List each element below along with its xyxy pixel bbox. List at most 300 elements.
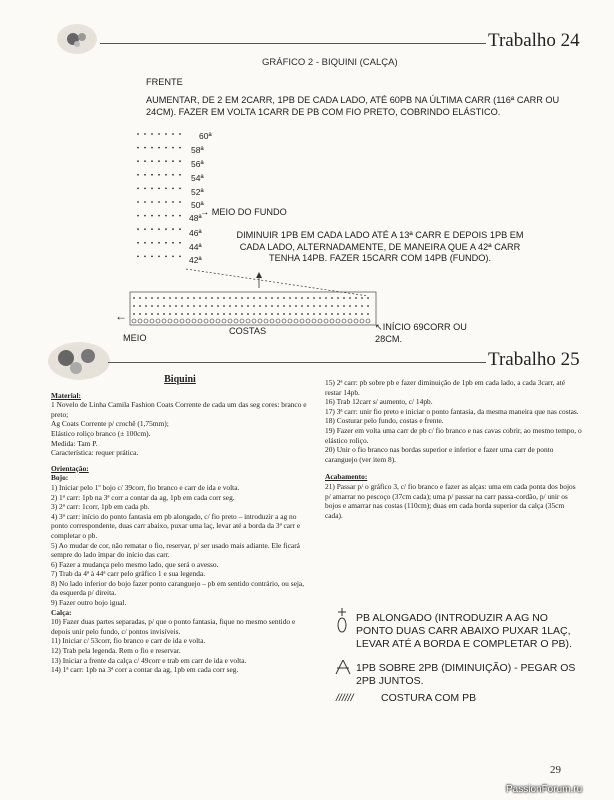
chart-dot — [144, 201, 146, 203]
chart-dot — [367, 313, 369, 315]
chart-instruction-2: DIMINUIR 1PB EM CADA LADO ATÉ A 13ª CARR E DEPOIS 1PB EM CADA LADO, ALTERNADAMENTE, DE MANEIRA QUE A 42ª CARR TENHA 14PB. FAZER 15CARR COM 14PB (FUNDO). — [236, 230, 524, 263]
step-item: 3) 2ª carr: 1corr, 1pb em cada pb. — [51, 502, 150, 512]
chart-chain-stitch — [354, 319, 358, 323]
chart-chain-stitch — [360, 319, 364, 323]
chart-dot — [165, 215, 167, 217]
chart-dot — [271, 305, 273, 307]
chart-dot — [158, 174, 160, 176]
chart-dot — [151, 133, 153, 135]
material-item: Característica: requer prática. — [51, 448, 139, 458]
chart-dot — [158, 256, 160, 258]
step-item: 4) 3ª carr: início do ponto fantasia em pb alongado, c/ fio preto – introduzir a ag no ponto correspondente, duas carr abaixo, puxar uma laç, levar até a borda da 3ª carr e completar o pb. — [51, 511, 301, 540]
chart-dot — [295, 297, 297, 299]
chart-dot — [247, 305, 249, 307]
crochet-chart — [120, 128, 390, 328]
chart-dot — [295, 313, 297, 315]
bojo-heading: Bojo: — [51, 473, 69, 483]
chart-dot — [331, 313, 333, 315]
chart-dot — [172, 188, 174, 190]
chart-dot — [193, 305, 195, 307]
chart-dot — [165, 174, 167, 176]
chart-dot — [144, 242, 146, 244]
chart-dot — [179, 147, 181, 149]
chart-dot — [235, 305, 237, 307]
chart-dot — [151, 228, 153, 230]
logo-trabalho-24 — [57, 24, 97, 54]
chart-dot — [235, 313, 237, 315]
chart-dot — [235, 297, 237, 299]
chart-dot — [211, 305, 213, 307]
chart-chain-stitch — [318, 319, 322, 323]
legend-pb-alongado: PB ALONGADO (INTRODUZIR A AG NO PONTO DUAS CARR ABAIXO PUXAR 1LAÇ, LEVAR ATÉ A BORDA E COMPLETAR O PB). — [356, 612, 572, 650]
chart-dot — [165, 147, 167, 149]
chart-dot — [319, 305, 321, 307]
chart-dot — [199, 305, 201, 307]
chart-dot — [289, 305, 291, 307]
step-item: 18) Costurar pelo fundo, costas e frente. — [325, 416, 444, 426]
left-column — [51, 375, 309, 675]
chart-dot — [172, 215, 174, 217]
chart-chain-stitch — [246, 319, 250, 323]
chart-dot — [179, 256, 181, 258]
chart-dot — [158, 188, 160, 190]
chart-dot — [172, 228, 174, 230]
chart-dot — [361, 305, 363, 307]
step-item: 17) 3ª carr: unir fio preto e iniciar o ponto fantasia, da mesma maneira que nas costas. — [325, 406, 579, 416]
chart-dot — [157, 305, 159, 307]
chart-dot — [325, 297, 327, 299]
chart-dot — [137, 242, 139, 244]
chart-chain-stitch — [234, 319, 238, 323]
chart-dot — [139, 305, 141, 307]
chart-dot — [343, 305, 345, 307]
chart-chain-stitch — [282, 319, 286, 323]
legend-costura: COSTURA COM PB — [381, 692, 477, 704]
chart-dot — [193, 297, 195, 299]
chart-dot — [313, 297, 315, 299]
chart-dot — [187, 305, 189, 307]
step-item: 9) Fazer outro bojo igual. — [51, 598, 127, 608]
chart-dot — [169, 305, 171, 307]
chart-dot — [133, 305, 135, 307]
chart-chain-stitch — [342, 319, 346, 323]
chart-dot — [175, 297, 177, 299]
chart-chain-stitch — [270, 319, 274, 323]
chart-dot — [165, 242, 167, 244]
label-meio-do-fundo: → MEIO DO FUNDO — [200, 207, 287, 217]
material-heading: Material: — [51, 390, 81, 400]
chart-chain-stitch — [210, 319, 214, 323]
chart-dot — [241, 305, 243, 307]
chart-dot — [172, 174, 174, 176]
chart-dot — [151, 297, 153, 299]
legend-diminuicao: 1PB SOBRE 2PB (DIMINUIÇÃO) - PEGAR OS 2PB JUNTOS. — [356, 662, 576, 687]
chart-dot — [301, 313, 303, 315]
chart-dot — [181, 297, 183, 299]
chart-dot — [133, 313, 135, 315]
step-item: 16) Trab 12carr s/ aumento, c/ 14pb. — [325, 397, 433, 407]
acabamento-heading: Acabamento: — [325, 472, 368, 482]
chart-dot — [277, 313, 279, 315]
row-label-56: 56ª — [191, 159, 204, 169]
page-title-trabalho-24: Trabalho 24 — [488, 30, 580, 51]
chart-dot — [229, 313, 231, 315]
chart-dot — [179, 201, 181, 203]
chart-dot — [181, 305, 183, 307]
chart-dot — [241, 297, 243, 299]
chart-dot — [229, 297, 231, 299]
chart-dot — [151, 256, 153, 258]
label-inicio: ↖INÍCIO 69CORR OU 28CM. — [375, 322, 467, 344]
chart-dot — [349, 305, 351, 307]
chart-dot — [205, 297, 207, 299]
chart-dot — [151, 215, 153, 217]
chart-dot — [181, 313, 183, 315]
step-item: 14) 1ª carr: 1pb na 3ª corr a contar da ag, 1pb em cada corr seg. — [51, 665, 239, 675]
chart-dot — [265, 305, 267, 307]
chart-dot — [307, 313, 309, 315]
chart-dot — [172, 201, 174, 203]
chart-dot — [165, 160, 167, 162]
chart-dot — [199, 313, 201, 315]
chart-dot — [137, 256, 139, 258]
chart-dot — [205, 313, 207, 315]
step-item: 12) Trab pela legenda. Rem o fio e reservar. — [51, 646, 181, 656]
chart-chain-stitch — [204, 319, 208, 323]
chart-dot — [187, 297, 189, 299]
chart-dot — [265, 297, 267, 299]
chart-chain-stitch — [336, 319, 340, 323]
row-label-42: 42ª — [189, 255, 202, 265]
chart-dot — [253, 313, 255, 315]
chart-dot — [259, 313, 261, 315]
chart-chain-stitch — [198, 319, 202, 323]
chart-dot — [169, 297, 171, 299]
chart-chain-stitch — [222, 319, 226, 323]
chart-chain-stitch — [312, 319, 316, 323]
step-item: 2) 1ª carr: 1pb na 3ª corr a contar da ag, 1pb em cada corr seg. — [51, 492, 235, 502]
chart-dot — [283, 305, 285, 307]
chart-dot — [259, 297, 261, 299]
chart-dot — [217, 305, 219, 307]
row-label-52: 52ª — [191, 187, 204, 197]
row-label-44: 44ª — [189, 242, 202, 252]
chart-chain-stitch — [300, 319, 304, 323]
right-column — [325, 378, 583, 520]
chart-dot — [163, 305, 165, 307]
chart-chain-stitch — [228, 319, 232, 323]
chart-dot — [217, 297, 219, 299]
chart-dot — [145, 305, 147, 307]
chart-dot — [325, 305, 327, 307]
chart-dot — [158, 201, 160, 203]
chart-dot — [137, 147, 139, 149]
chart-dot — [337, 313, 339, 315]
chart-dot — [355, 305, 357, 307]
chart-dot — [172, 147, 174, 149]
calca-heading: Calça: — [51, 607, 72, 617]
chart-dot — [163, 297, 165, 299]
step-item: 1) Iniciar pelo 1º bojo c/ 39corr, fio branco e carr de ida e volta. — [51, 482, 240, 492]
step-item: 7) Trab da 4ª à 44ª carr pelo gráfico 1 e sua legenda. — [51, 569, 206, 579]
chart-dots — [132, 133, 370, 323]
chart-dot — [172, 133, 174, 135]
chart-chain-stitch — [240, 319, 244, 323]
chart-dot — [137, 160, 139, 162]
chart-dot — [355, 313, 357, 315]
material-item: Ag Coats Corrente p/ crochê (1,75mm); — [51, 419, 169, 429]
chart-dot — [319, 297, 321, 299]
chart-dot — [151, 201, 153, 203]
chart-dot — [179, 160, 181, 162]
chart-dot — [283, 297, 285, 299]
chart-dot — [144, 228, 146, 230]
chart-chain-stitch — [288, 319, 292, 323]
chart-dot — [172, 256, 174, 258]
chart-dot — [144, 256, 146, 258]
symbol-costura-icon: ////// — [336, 692, 354, 704]
step-item: 15) 2ª carr: pb sobre pb e fazer diminuição de 1pb em cada lado, a cada 3carr, até restar 14pb. — [325, 378, 565, 397]
chart-dot — [175, 313, 177, 315]
row-label-58: 58ª — [191, 145, 204, 155]
chart-dot — [211, 313, 213, 315]
header-rule-2 — [108, 362, 486, 363]
chart-dot — [349, 297, 351, 299]
chart-dot — [319, 313, 321, 315]
chart-dot — [137, 201, 139, 203]
chart-dot — [137, 174, 139, 176]
chart-dot — [289, 313, 291, 315]
step-item: 11) Iniciar c/ 53corr, fio branco e carr de ida e volta. — [51, 636, 206, 646]
chart-dot — [295, 305, 297, 307]
chart-dot — [313, 305, 315, 307]
chart-dot — [179, 174, 181, 176]
chart-chain-stitch — [294, 319, 298, 323]
page-title-trabalho-25: Trabalho 25 — [488, 349, 580, 370]
chart-title: GRÁFICO 2 - BIQUINI (CALÇA) — [262, 57, 398, 68]
chart-dot — [271, 313, 273, 315]
chart-dot — [229, 305, 231, 307]
chart-dot — [175, 305, 177, 307]
chart-dot — [367, 305, 369, 307]
row-label-48: 48ª — [189, 213, 202, 223]
step-item: 8) No lado inferior do bojo fazer ponto caranguejo – pb em sentido contrário, ou seja, da esquerda p/ direita. — [51, 578, 305, 598]
orientacao-heading: Orientação: — [51, 463, 89, 473]
chart-dot — [277, 297, 279, 299]
chart-dot — [151, 174, 153, 176]
chart-chain-stitch — [348, 319, 352, 323]
chart-dot — [157, 313, 159, 315]
chart-dot — [331, 305, 333, 307]
chart-dot — [223, 313, 225, 315]
chart-dot — [187, 313, 189, 315]
chart-dot — [253, 305, 255, 307]
label-frente: FRENTE — [146, 77, 183, 87]
chart-dot — [325, 313, 327, 315]
step-item: 21) Passar p/ o gráfico 3, c/ fio branco e fazer as alças: uma em cada ponta dos bojos p/ amarrar no pescoço (37cm cada); uma p/ passar na carr passa-cordão, p/ unir os bojos e amarrar nas costas (110cm); duas em cada borda superior da calça (35cm cada). — [325, 481, 576, 520]
chart-dot — [301, 297, 303, 299]
chart-dot — [139, 297, 141, 299]
chart-dot — [349, 313, 351, 315]
step-item: 10) Fazer duas partes separadas, p/ que o ponto fantasia, fique no mesmo sentido e depois unir pelo fundo, c/ pontos invisíveis. — [51, 617, 296, 636]
chart-chain-stitch — [258, 319, 262, 323]
arrow-left-icon: ← — [115, 309, 127, 323]
row-label-54: 54ª — [191, 173, 204, 183]
chart-dot — [169, 313, 171, 315]
chart-dot — [361, 313, 363, 315]
chart-dot — [145, 297, 147, 299]
chart-dot — [165, 188, 167, 190]
chart-dot — [223, 297, 225, 299]
material-item: Medida: Tam P. — [51, 438, 98, 448]
label-costas: COSTAS — [229, 326, 267, 336]
chart-chain-stitch — [150, 319, 154, 323]
chart-dot — [158, 160, 160, 162]
chart-dot — [144, 147, 146, 149]
chart-chain-stitch — [252, 319, 256, 323]
chart-dot — [193, 313, 195, 315]
step-item: 13) Iniciar a frente da calça c/ 49corr e trab em carr de ida e volta. — [51, 655, 247, 665]
chart-chain-stitch — [192, 319, 196, 323]
row-label-60: 60ª — [199, 131, 212, 141]
chart-dot — [151, 305, 153, 307]
chart-dot — [158, 228, 160, 230]
chart-instruction-1: AUMENTAR, DE 2 EM 2CARR, 1PB DE CADA LADO, ATÉ 60PB NA ÚLTIMA CARR (116ª CARR OU 24CM). FAZER EM VOLTA 1CARR DE PB COM FIO PRETO, COBRINDO ELÁSTICO. — [146, 95, 560, 117]
chart-dot — [144, 160, 146, 162]
chart-dot — [158, 133, 160, 135]
chart-dot — [205, 305, 207, 307]
chart-dot — [337, 305, 339, 307]
chart-dot — [157, 297, 159, 299]
chart-dot — [139, 313, 141, 315]
chart-chain-stitch — [216, 319, 220, 323]
chart-dot — [158, 147, 160, 149]
chart-chain-stitch — [138, 319, 142, 323]
chart-dot — [241, 313, 243, 315]
watermark: PassionForum.ru — [506, 784, 583, 795]
chart-dot — [165, 228, 167, 230]
chart-chain-stitch — [186, 319, 190, 323]
chart-chain-stitch — [276, 319, 280, 323]
chart-dot — [137, 188, 139, 190]
chart-dot — [165, 201, 167, 203]
material-item: Elástico roliço branco (± 100cm). — [51, 428, 151, 438]
chart-dot — [133, 297, 135, 299]
chart-dot — [144, 133, 146, 135]
chart-dot — [165, 256, 167, 258]
chart-chain-stitch — [366, 319, 370, 323]
chart-chain-stitch — [144, 319, 148, 323]
chart-dot — [361, 297, 363, 299]
chart-chain-stitch — [168, 319, 172, 323]
chart-dot — [343, 297, 345, 299]
chart-dot — [144, 188, 146, 190]
chart-dot — [277, 305, 279, 307]
chart-dot — [271, 297, 273, 299]
chart-dot — [144, 215, 146, 217]
chart-dot — [145, 313, 147, 315]
chart-dot — [151, 147, 153, 149]
chart-dot — [179, 133, 181, 135]
chart-dot — [165, 133, 167, 135]
chart-dot — [199, 297, 201, 299]
arrow-right-icon: → — [200, 207, 212, 217]
chart-dot — [179, 228, 181, 230]
chart-chain-stitch — [330, 319, 334, 323]
chart-dot — [151, 188, 153, 190]
chart-dot — [259, 305, 261, 307]
chart-dot — [247, 313, 249, 315]
chart-dot — [337, 297, 339, 299]
chart-dot — [265, 313, 267, 315]
chart-dot — [343, 313, 345, 315]
chart-dot — [151, 313, 153, 315]
chart-dot — [289, 297, 291, 299]
chart-dot — [313, 313, 315, 315]
chart-dot — [301, 305, 303, 307]
chart-dot — [158, 215, 160, 217]
chart-dot — [355, 297, 357, 299]
chart-chain-stitch — [162, 319, 166, 323]
arrow-up-left-icon: ↖ — [375, 322, 383, 332]
chart-dot — [144, 174, 146, 176]
chart-dot — [172, 160, 174, 162]
chart-dot — [283, 313, 285, 315]
chart-dot — [137, 228, 139, 230]
chart-dot — [151, 160, 153, 162]
chart-dot — [151, 242, 153, 244]
chart-dot — [179, 188, 181, 190]
chart-chain-stitch — [306, 319, 310, 323]
row-label-50: 50ª — [191, 200, 204, 210]
chart-dot — [217, 313, 219, 315]
step-item: 5) Ao mudar de cor, não rematar o fio, reservar, p/ ser usado mais adiante. Ele ficará sempre do lado ímpar do início das carr. — [51, 540, 300, 560]
symbol-pb-alongado-icon — [336, 608, 348, 639]
chart-dot — [253, 297, 255, 299]
chart-dot — [307, 305, 309, 307]
chart-dot — [367, 297, 369, 299]
header-rule-1 — [100, 43, 486, 44]
chart-chain-stitch — [264, 319, 268, 323]
chart-dot — [158, 242, 160, 244]
chart-dot — [137, 215, 139, 217]
chart-chain-stitch — [174, 319, 178, 323]
chart-chain-stitch — [324, 319, 328, 323]
step-item: 6) Fazer a mudança pelo mesmo lado, que será o avesso. — [51, 559, 219, 569]
chart-chain-stitch — [180, 319, 184, 323]
chart-dot — [172, 242, 174, 244]
label-meio: MEIO — [123, 333, 147, 343]
chart-chain-stitch — [156, 319, 160, 323]
section-title-biquini: Biquini — [164, 374, 196, 385]
chart-dot — [331, 297, 333, 299]
step-item: 19) Fazer em volta uma carr de pb c/ fio branco e nas cavas cobrir, ao mesmo tempo, o elástico roliço. — [325, 425, 582, 445]
symbol-diminuicao-icon — [333, 660, 353, 681]
chart-dot — [223, 305, 225, 307]
step-item: 20) Unir o fio branco nas bordas superior e inferior e fazer uma carr de ponto caranguejo (ver item 8). — [325, 445, 554, 464]
chart-dot — [163, 313, 165, 315]
chart-dot — [247, 297, 249, 299]
chart-dot — [179, 242, 181, 244]
chart-dot — [211, 297, 213, 299]
page-number: 29 — [550, 764, 561, 776]
chart-dot — [307, 297, 309, 299]
row-label-46: 46ª — [189, 228, 202, 238]
chart-dot — [137, 133, 139, 135]
chart-chain-stitch — [132, 319, 136, 323]
chart-dot — [179, 215, 181, 217]
material-item: 1 Novelo de Linha Camila Fashion Coats Corrente de cada um das seg cores: branco e preto; — [51, 400, 307, 419]
